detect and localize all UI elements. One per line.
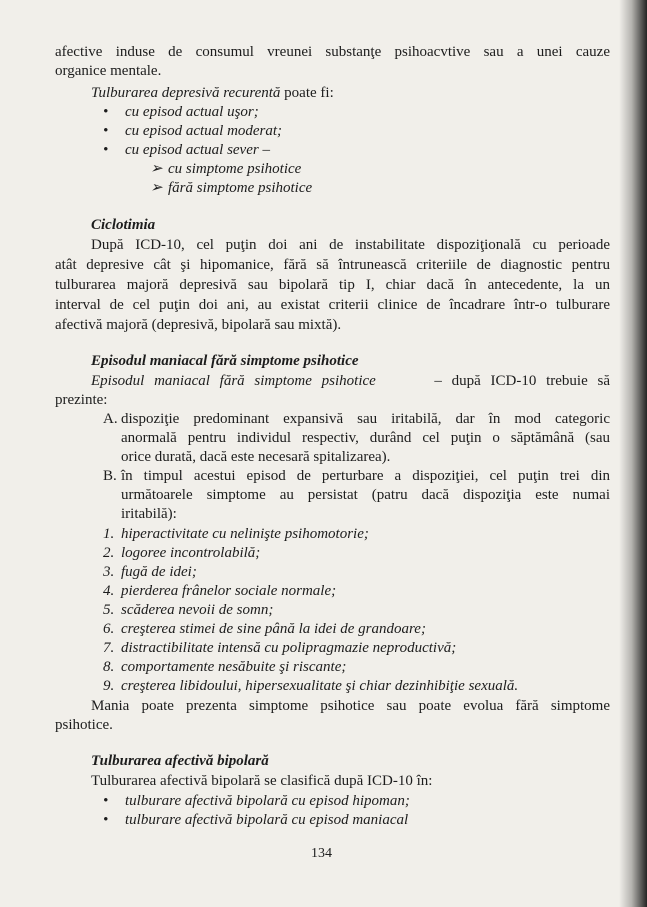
cyclothymia-line-4: interval de cel puţin doi ani, au existat criterii clinice de încadrare într-o tulburare — [55, 297, 610, 313]
symptom-number: 4. — [103, 583, 115, 599]
symptom-number: 2. — [103, 545, 115, 561]
intro-line-2: organice mentale. — [55, 63, 162, 79]
arrow-icon: ➢ — [150, 161, 163, 177]
intro-line-1: afective induse de consumul vreunei substanţe psihoacvtive sau a unei cauze — [55, 44, 610, 60]
symptom-text: distractibilitate intensă cu polipragmazie neproductivă; — [121, 640, 457, 656]
bullet-icon: • — [103, 793, 109, 809]
symptom-text: creşterea libidoului, hipersexualitate şi chiar dezinhibiţie sexuală. — [121, 678, 519, 694]
symptom-item — [103, 639, 456, 658]
arrow-icon: ➢ — [150, 180, 163, 196]
manic-closing-line-1: Mania poate prezenta simptome psihotice sau poate evolua fără simptome — [91, 698, 610, 714]
list-item — [103, 103, 259, 122]
list-item-text: tulburare afectivă bipolară cu episod hipoman; — [125, 793, 410, 809]
symptom-text: fugă de idei; — [121, 564, 197, 580]
book-spine-shadow — [619, 0, 647, 907]
list-item-text: cu episod actual uşor; — [125, 104, 259, 120]
criterion-a-line-2: anormală pentru individul respectiv, durând cel puţin o săptămână (sau — [121, 430, 610, 446]
symptom-number: 9. — [103, 678, 115, 694]
symptom-item — [103, 563, 197, 582]
manic-lead-line — [91, 372, 610, 391]
criterion-b-label: B. — [103, 468, 117, 484]
sub-list-item-text: fără simptome psihotice — [168, 180, 313, 196]
symptom-number: 5. — [103, 602, 115, 618]
symptom-text: creşterea stimei de sine până la idei de grandoare; — [121, 621, 426, 637]
bullet-icon: • — [103, 123, 109, 139]
symptom-text: pierderea frânelor sociale normale; — [121, 583, 337, 599]
criterion-b-line-3: iritabilă): — [121, 506, 177, 522]
symptom-number: 7. — [103, 640, 115, 656]
symptom-item — [103, 677, 518, 696]
list-item — [103, 122, 282, 141]
symptom-item — [103, 658, 346, 677]
symptom-text: scăderea nevoii de somn; — [121, 602, 274, 618]
manic-lead-line-2: prezinte: — [55, 392, 108, 408]
symptom-number: 8. — [103, 659, 115, 675]
recurrent-intro — [91, 84, 334, 103]
manic-closing-line-2: psihotice. — [55, 717, 113, 733]
section-heading-manic-episode: Episodul maniacal fără simptome psihotice — [91, 353, 359, 369]
symptom-text: logoree incontrolabilă; — [121, 545, 261, 561]
list-item-text: tulburare afectivă bipolară cu episod maniacal — [125, 812, 409, 828]
manic-lead-rest: – după ICD-10 trebuie să — [434, 373, 610, 389]
cyclothymia-line-1: După ICD-10, cel puţin doi ani de instabilitate dispoziţională cu perioade — [91, 237, 610, 253]
bullet-icon: • — [103, 142, 109, 158]
symptom-item — [103, 582, 336, 601]
recurrent-title: Tulburarea depresivă recurentă — [91, 85, 281, 101]
list-item — [103, 141, 270, 160]
sub-list-item — [150, 160, 301, 179]
page-number: 134 — [311, 846, 332, 861]
criterion-b-line-1: în timpul acestui episod de perturbare a dispoziţiei, cel puţin trei din — [121, 468, 610, 484]
symptom-number: 6. — [103, 621, 115, 637]
criterion-a-line-1: dispoziţie predominant expansivă sau iritabilă, dar în mod categoric — [121, 411, 610, 427]
list-item-text: cu episod actual sever – — [125, 142, 270, 158]
symptom-item — [103, 601, 273, 620]
recurrent-suffix: poate fi: — [280, 85, 334, 101]
manic-lead-italic: Episodul maniacal fără simptome psihotice — [91, 373, 376, 389]
cyclothymia-line-5: afectivă majoră (depresivă, bipolară sau mixtă). — [55, 317, 342, 333]
section-heading-cyclothymia: Ciclotimia — [91, 217, 156, 233]
criterion-b-line-2: următoarele simptome au persistat (patru dacă dispoziţia este numai — [121, 487, 610, 503]
symptom-item — [103, 544, 260, 563]
sub-list-item-text: cu simptome psihotice — [168, 161, 302, 177]
symptom-text: comportamente nesăbuite şi riscante; — [121, 659, 347, 675]
section-heading-bipolar: Tulburarea afectivă bipolară — [91, 753, 269, 769]
symptom-number: 3. — [103, 564, 115, 580]
symptom-number: 1. — [103, 526, 115, 542]
cyclothymia-line-3: tulburarea majoră depresivă sau bipolară tip I, chiar dacă în antecedente, la un — [55, 277, 610, 293]
symptom-item — [103, 525, 369, 544]
criterion-a-label: A. — [103, 411, 118, 427]
list-item — [103, 811, 408, 830]
sub-list-item — [150, 179, 312, 198]
symptom-item — [103, 620, 426, 639]
bipolar-intro: Tulburarea afectivă bipolară se clasifică după ICD-10 în: — [91, 773, 433, 789]
bullet-icon: • — [103, 812, 109, 828]
symptom-text: hiperactivitate cu nelinişte psihomotorie; — [121, 526, 369, 542]
list-item — [103, 792, 410, 811]
criterion-a-line-3: orice durată, dacă este necesară spitalizarea). — [121, 449, 391, 465]
bullet-icon: • — [103, 104, 109, 120]
cyclothymia-line-2: atât depresive cât şi hipomanice, fără să întrunească criteriile de diagnostic pentru — [55, 257, 610, 273]
list-item-text: cu episod actual moderat; — [125, 123, 283, 139]
